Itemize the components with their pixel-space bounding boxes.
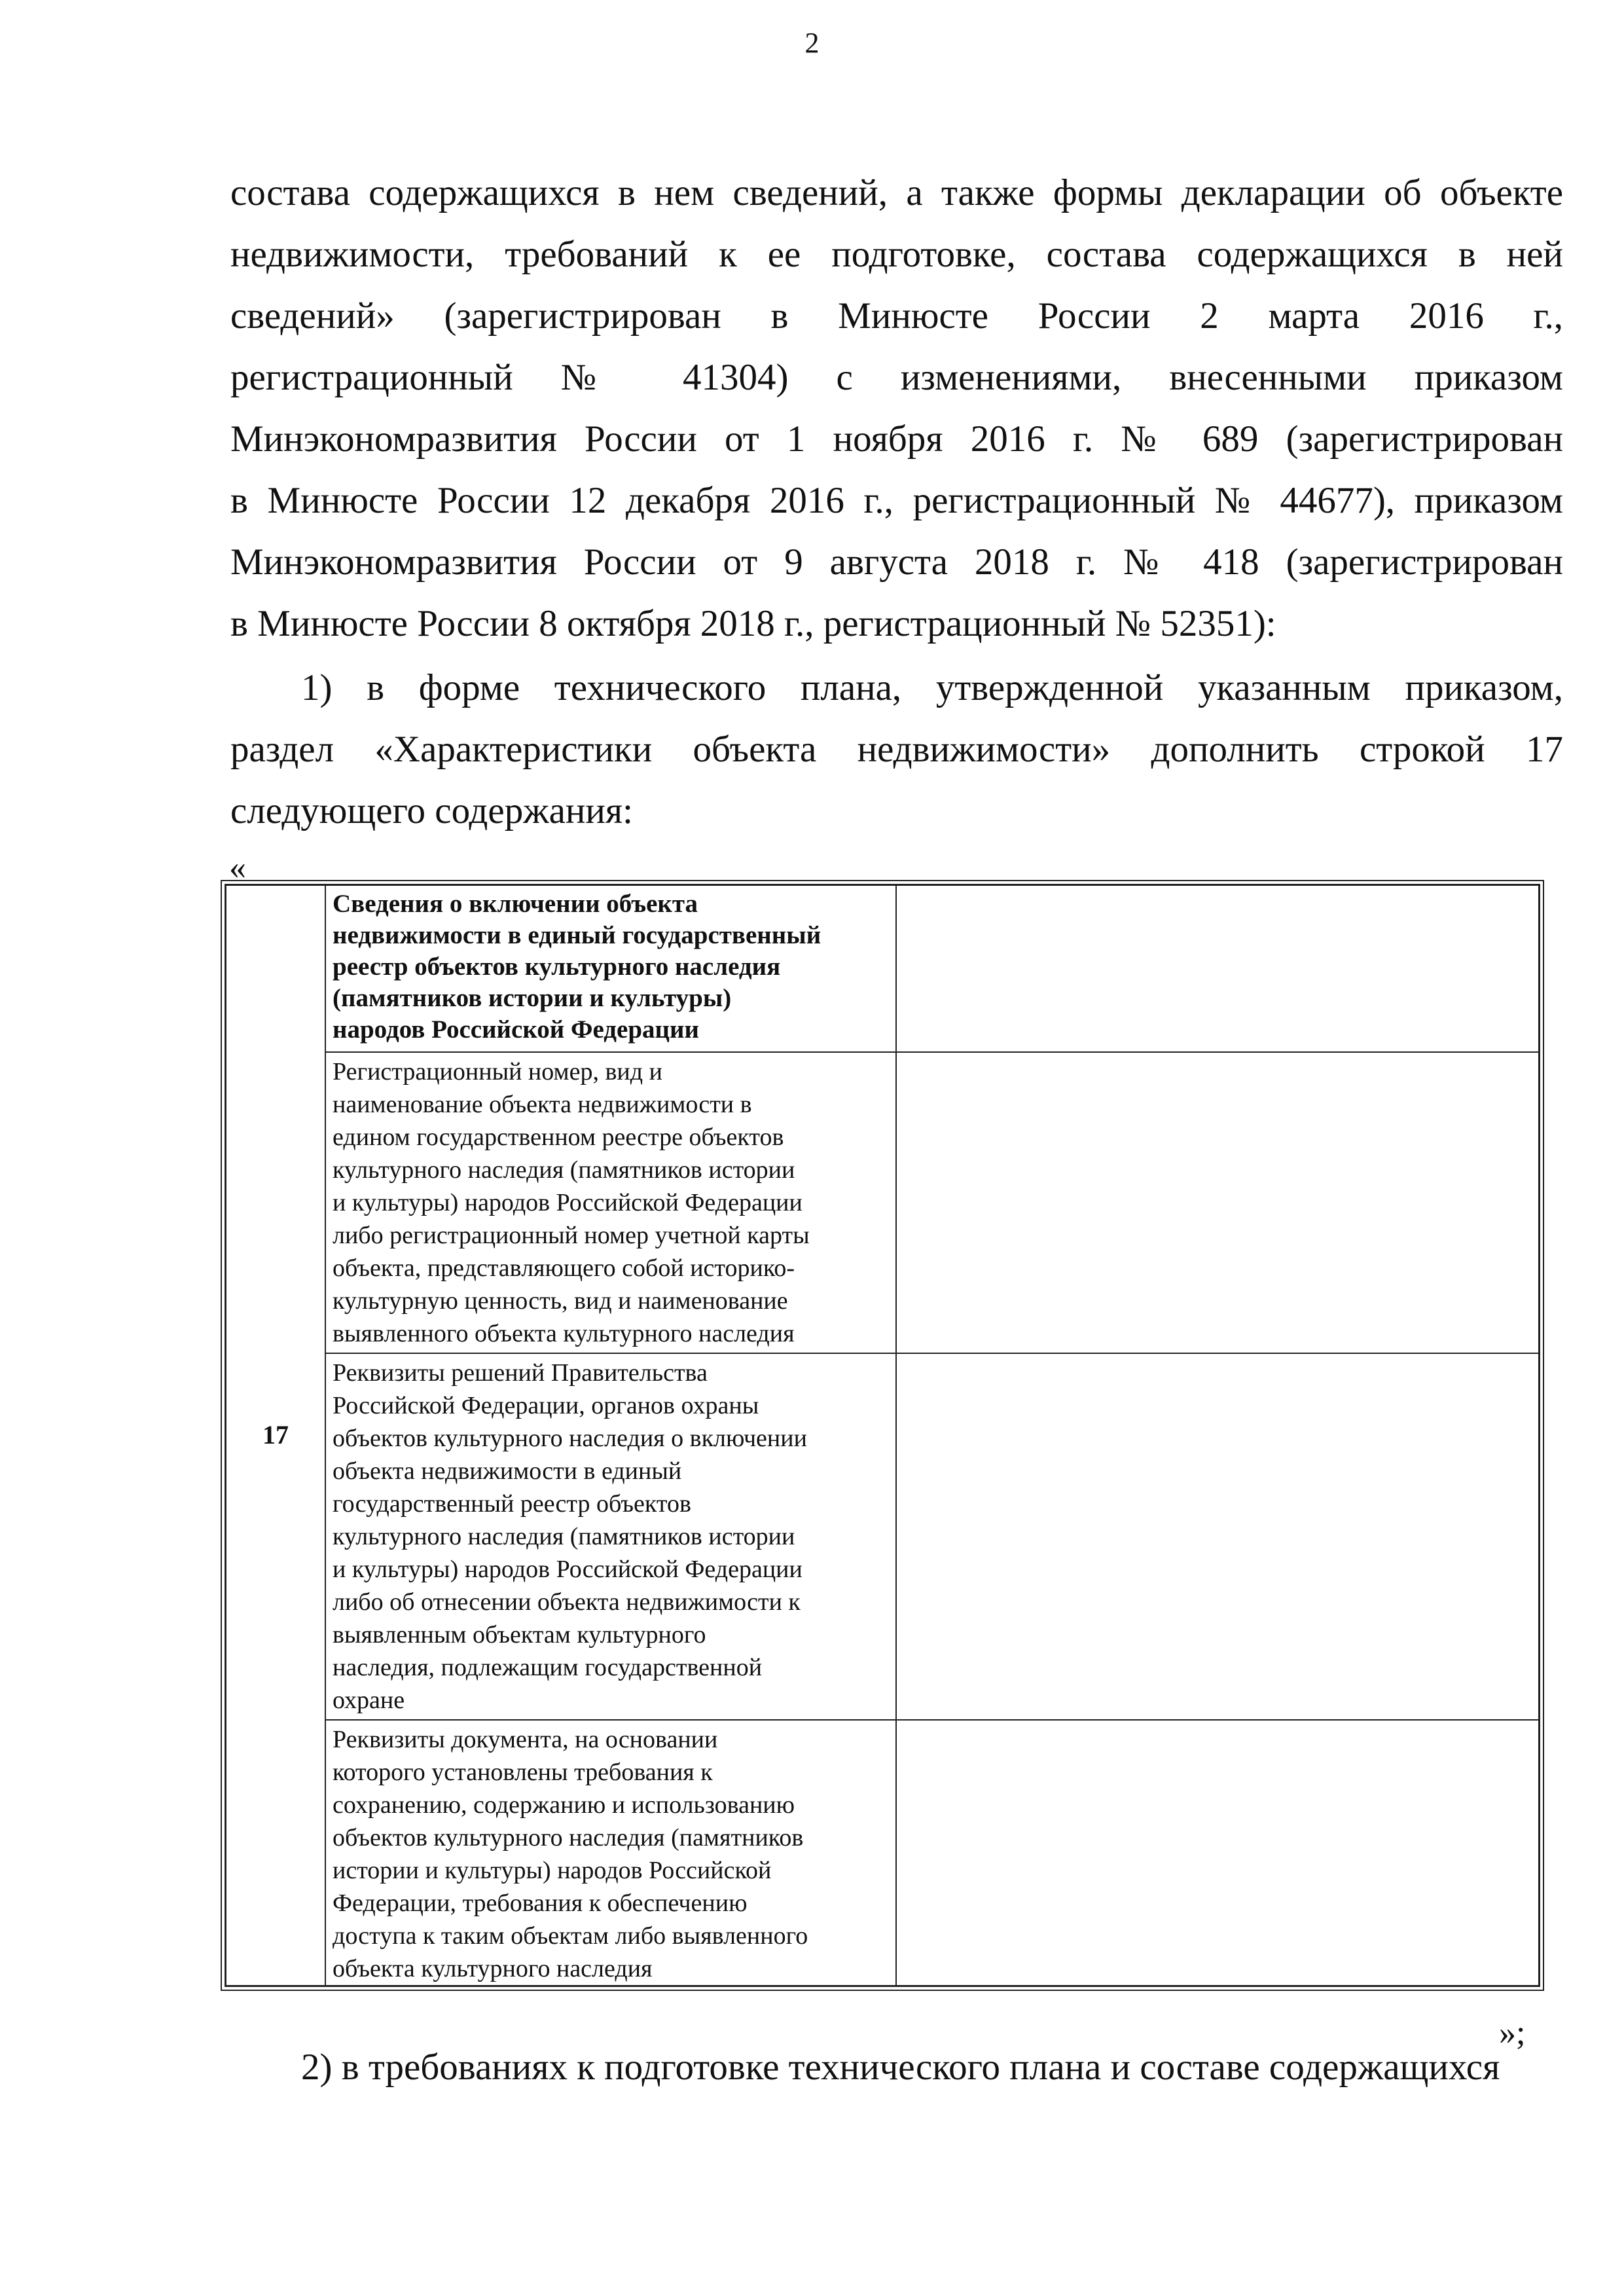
- cell-line: культурного наследия (памятников истории: [333, 1522, 795, 1550]
- opening-quote: «: [229, 849, 246, 886]
- item-1-line-3: следующего содержания:: [230, 790, 633, 831]
- cell-line: охране: [333, 1686, 405, 1714]
- table-value-cell: [896, 1720, 1540, 1986]
- intro-line-8: в Минюсте России 8 октября 2018 г., регистрационный № 52351):: [230, 603, 1276, 644]
- intro-line-3: сведений» (зарегистрирован в Минюсте России 2 марта 2016 г.,: [230, 295, 1563, 337]
- cell-line: наименование объекта недвижимости в: [333, 1090, 752, 1118]
- table-label-cell: [325, 1052, 896, 1353]
- cell-line: объекта, представляющего собой историко-: [333, 1254, 795, 1282]
- table-row: [226, 885, 1540, 1052]
- cell-line: Федерации, требования к обеспечению: [333, 1889, 748, 1917]
- cell-line: либо об отнесении объекта недвижимости к: [333, 1588, 801, 1616]
- row-number-cell: 17: [226, 885, 326, 1986]
- item-1-line-2: раздел «Характеристики объекта недвижимости» дополнить строкой 17: [230, 729, 1563, 770]
- cell-line: которого установлены требования к: [333, 1758, 713, 1786]
- cell-line: выявленным объектам культурного: [333, 1620, 706, 1649]
- page-number: 2: [804, 27, 820, 59]
- item-2-paragraph: 2) в требованиях к подготовке технического плана и составе содержащихся: [301, 2047, 1500, 2088]
- cell-line: наследия, подлежащим государственной: [333, 1653, 763, 1681]
- table-row: [226, 1353, 1540, 1720]
- cell-line: и культуры) народов Российской Федерации: [333, 1555, 803, 1583]
- cell-line: объекта недвижимости в единый: [333, 1457, 682, 1485]
- cell-line: народов Российской Федерации: [333, 1015, 699, 1044]
- intro-line-2: недвижимости, требований к ее подготовке, состава содержащихся в ней: [230, 234, 1563, 275]
- cell-line: культурного наследия (памятников истории: [333, 1156, 795, 1184]
- item-1-paragraph: [230, 657, 1563, 842]
- table-value-cell: [896, 1353, 1540, 1720]
- cell-line: едином государственном реестре объектов: [333, 1123, 784, 1151]
- cell-line: Сведения о включении объекта: [333, 890, 698, 918]
- table-label-cell: [325, 1353, 896, 1720]
- cell-line: выявленного объекта культурного наследия: [333, 1319, 795, 1347]
- cell-line: доступа к таким объектам либо выявленного: [333, 1922, 808, 1950]
- intro-line-6: в Минюсте России 12 декабря 2016 г., регистрационный № 44677), приказом: [230, 480, 1563, 521]
- intro-line-5: Минэкономразвития России от 1 ноября 2016 г. № 689 (зарегистрирован: [230, 418, 1563, 460]
- cell-line: и культуры) народов Российской Федерации: [333, 1188, 803, 1216]
- table-row: [226, 1052, 1540, 1353]
- table-heading-cell: [325, 885, 896, 1052]
- table-label-cell: [325, 1720, 896, 1986]
- cell-line: объектов культурного наследия о включении: [333, 1424, 807, 1452]
- cell-line: недвижимости в единый государственный: [333, 921, 821, 949]
- cell-line: государственный реестр объектов: [333, 1489, 691, 1518]
- cell-line: истории и культуры) народов Российской: [333, 1856, 772, 1884]
- cell-line: Российской Федерации, органов охраны: [333, 1391, 759, 1419]
- cell-line: объекта культурного наследия: [333, 1954, 653, 1982]
- cell-line: реестр объектов культурного наследия: [333, 953, 781, 981]
- cell-line: Реквизиты решений Правительства: [333, 1358, 708, 1387]
- intro-line-7: Минэкономразвития России от 9 августа 2018 г. № 418 (зарегистрирован: [230, 541, 1563, 583]
- intro-paragraph: [230, 162, 1563, 655]
- cell-line: Реквизиты документа, на основании: [333, 1725, 718, 1753]
- intro-line-1: состава содержащихся в нем сведений, а также формы декларации об объекте: [230, 172, 1563, 213]
- cell-line: Регистрационный номер, вид и: [333, 1057, 662, 1085]
- cell-line: сохранению, содержанию и использованию: [333, 1791, 795, 1819]
- table-value-cell: [896, 885, 1540, 1052]
- table-value-cell: [896, 1052, 1540, 1353]
- cell-line: объектов культурного наследия (памятников: [333, 1823, 804, 1851]
- item-1-line-1: 1) в форме технического плана, утвержденной указанным приказом,: [301, 667, 1563, 708]
- closing-quote: »;: [1499, 2014, 1526, 2052]
- cell-line: культурную ценность, вид и наименование: [333, 1286, 788, 1315]
- intro-line-4: регистрационный № 41304) с изменениями, внесенными приказом: [230, 357, 1563, 398]
- characteristics-table: [225, 884, 1540, 1987]
- cell-line: (памятников истории и культуры): [333, 984, 732, 1012]
- cell-line: либо регистрационный номер учетной карты: [333, 1221, 810, 1249]
- table-row: [226, 1720, 1540, 1986]
